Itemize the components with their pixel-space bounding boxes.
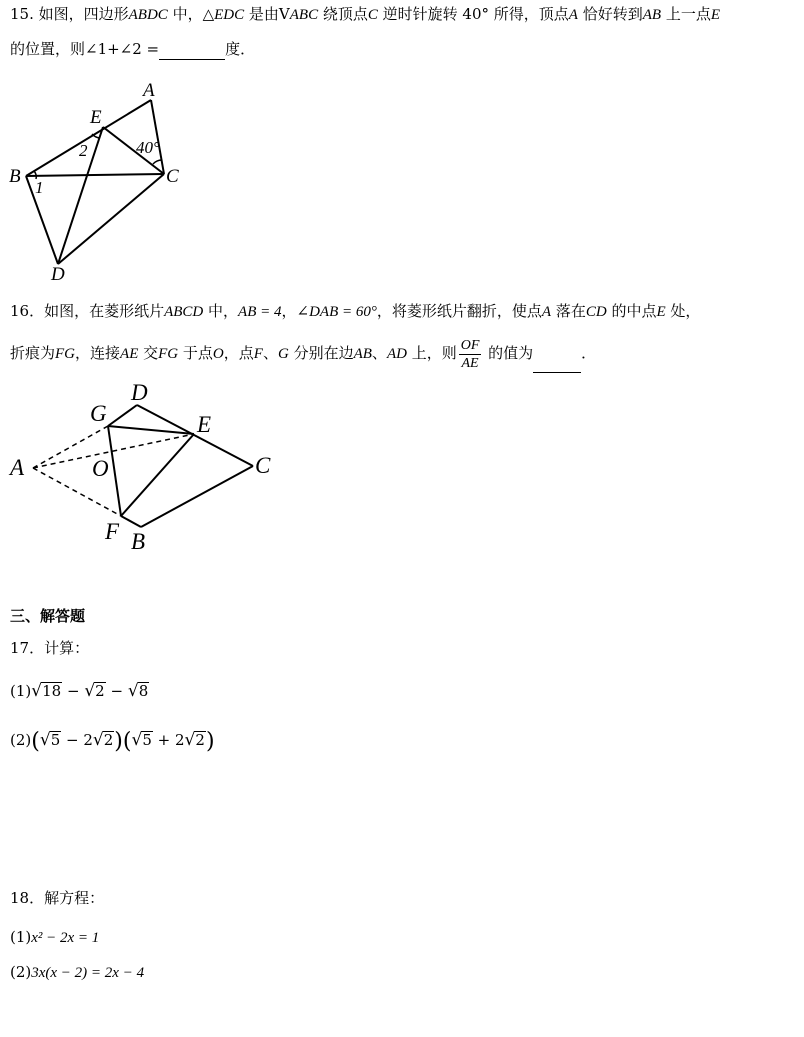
q17-part2: [10, 729, 215, 753]
segment-gf: [108, 426, 121, 516]
q16-figure: [0, 375, 290, 560]
q15-line2: [10, 38, 255, 60]
sqrt-icon: √: [184, 730, 196, 750]
fraction-numerator: OF: [460, 337, 480, 353]
q15-point: E: [710, 7, 721, 23]
q16-point: E: [656, 304, 666, 320]
label-o: O: [92, 456, 109, 481]
q16-point: A: [541, 304, 552, 320]
q16-text: ，将菱形纸片翻折，使点: [376, 302, 542, 320]
section-title: 三、解答题: [10, 607, 86, 625]
q16-segment: AD: [386, 346, 407, 362]
q16-answer-blank[interactable]: [533, 348, 581, 373]
q15-text: 中，: [167, 5, 203, 23]
q16-segment: AB: [353, 346, 372, 362]
q15-text: 度．: [225, 40, 256, 58]
label-c: C: [166, 166, 179, 187]
radicand: 2: [195, 731, 205, 749]
part-label: (2): [10, 963, 32, 981]
q16-text: 中，: [203, 302, 239, 320]
q15-line1: [10, 3, 720, 26]
q16-text: 、: [371, 344, 387, 362]
q16-condition-ab: AB = 4: [238, 304, 282, 320]
segment-ba: [26, 100, 151, 176]
q18-title: 18．解方程：: [10, 889, 105, 907]
q16-text: 分别在边: [288, 344, 354, 362]
radicand: 5: [50, 731, 61, 749]
segment-dc: [58, 174, 164, 264]
q16-point: O: [212, 346, 224, 362]
sqrt-icon: √: [127, 681, 139, 701]
q16-segment: FG: [55, 346, 76, 362]
equation: x² − 2x = 1: [31, 930, 100, 946]
label-angle-2: 2: [79, 141, 88, 160]
operator: −: [66, 682, 80, 700]
label-e: E: [197, 412, 212, 437]
q16-condition-angle: ∠DAB = 60°: [296, 304, 377, 320]
operator: + 2: [157, 731, 185, 749]
operator: −: [110, 682, 124, 700]
q18-part1: [10, 926, 99, 949]
label-b: B: [131, 529, 146, 554]
radicand: 2: [103, 731, 114, 749]
q16-text: 交: [138, 344, 159, 362]
q15-text: 恰好转到: [577, 5, 643, 23]
q16-text: 折痕为: [10, 344, 56, 362]
q16-text: 于点: [178, 344, 213, 362]
q16-segment: CD: [585, 304, 607, 320]
label-a: A: [10, 455, 25, 480]
q16-rhombus: ABCD: [164, 304, 204, 320]
q16-line2: [10, 334, 596, 373]
q15-figure: [0, 75, 200, 290]
q16-fraction: [459, 337, 482, 372]
sqrt-icon: √: [39, 730, 51, 750]
fraction-denominator: AE: [461, 355, 479, 371]
q16-point: G: [277, 346, 289, 362]
segment-bc: [26, 174, 164, 176]
sqrt-icon: √: [131, 730, 143, 750]
q15-triangle-edc: EDC: [214, 7, 245, 23]
operator: − 2: [66, 731, 93, 749]
q16-text: 上，则: [406, 344, 457, 362]
q15-segment: AB: [642, 7, 662, 23]
label-b: B: [9, 166, 21, 187]
label-d: D: [51, 264, 65, 285]
radicand: 8: [138, 682, 149, 700]
angle-40-arc: [153, 160, 162, 164]
sqrt-icon: √: [84, 681, 96, 701]
segment-dc: [137, 405, 253, 466]
part-label: (1): [10, 928, 32, 946]
q16-segment: AE: [120, 346, 139, 362]
label-f: F: [105, 519, 120, 544]
segment-ac: [151, 100, 164, 174]
label-angle-1: 1: [35, 178, 44, 197]
part-label: (2): [10, 731, 32, 749]
sqrt-icon: √: [31, 681, 43, 701]
q16-text: 16．如图，在菱形纸片: [10, 302, 165, 320]
q15-text: 是由: [244, 5, 279, 23]
q15-answer-blank[interactable]: [159, 43, 225, 60]
q16-text: ，: [281, 302, 297, 320]
q16-text: 的值为: [483, 344, 534, 362]
radicand: 18: [42, 682, 62, 700]
q15-triangle-abc: ABC: [289, 7, 319, 23]
q15-quad: ABDC: [128, 7, 168, 23]
radicand: 2: [95, 682, 105, 700]
q15-text: 逆时针旋转 40° 所得，顶点: [377, 5, 569, 23]
q16-point: F: [253, 346, 263, 362]
q15-text: 的位置，则∠1+∠2 =: [10, 40, 160, 58]
q16-segment: FG: [158, 346, 179, 362]
q16-text: ，连接: [75, 344, 121, 362]
label-g: G: [90, 401, 107, 426]
triangle-symbol: △: [202, 5, 215, 23]
label-e: E: [90, 107, 102, 128]
q15-point: C: [367, 7, 378, 23]
q17-part1: [10, 680, 149, 702]
q15-text: 15. 如图，四边形: [10, 5, 129, 23]
sqrt-icon: √: [92, 730, 104, 750]
q16-text: ．: [581, 344, 597, 362]
label-angle-40: 40°: [136, 138, 160, 157]
q16-text: 落在: [551, 302, 586, 320]
paren-close: ): [205, 729, 215, 754]
part-label: (1): [10, 682, 32, 700]
q16-text: 的中点: [606, 302, 657, 320]
q17-title: 17．计算：: [10, 639, 90, 657]
segment-gd: [108, 405, 137, 426]
q15-text: 上一点: [661, 5, 711, 23]
q16-text: 处，: [665, 302, 701, 320]
q16-line1: [10, 300, 700, 323]
segment-bf: [121, 516, 141, 527]
q16-text: 、: [262, 344, 278, 362]
radicand: 5: [142, 731, 152, 749]
triangle-symbol: V: [278, 5, 290, 23]
paren-close: ): [114, 729, 123, 754]
equation: 3x(x − 2) = 2x − 4: [31, 965, 145, 981]
q15-text: 绕顶点: [318, 5, 368, 23]
paren-open: (: [122, 729, 132, 754]
label-d: D: [131, 380, 148, 405]
q18-part2: [10, 961, 144, 984]
q15-point: A: [568, 7, 578, 23]
label-a: A: [143, 80, 155, 101]
paren-open: (: [31, 729, 40, 754]
label-c: C: [255, 453, 271, 478]
q16-text: ，点: [223, 344, 254, 362]
